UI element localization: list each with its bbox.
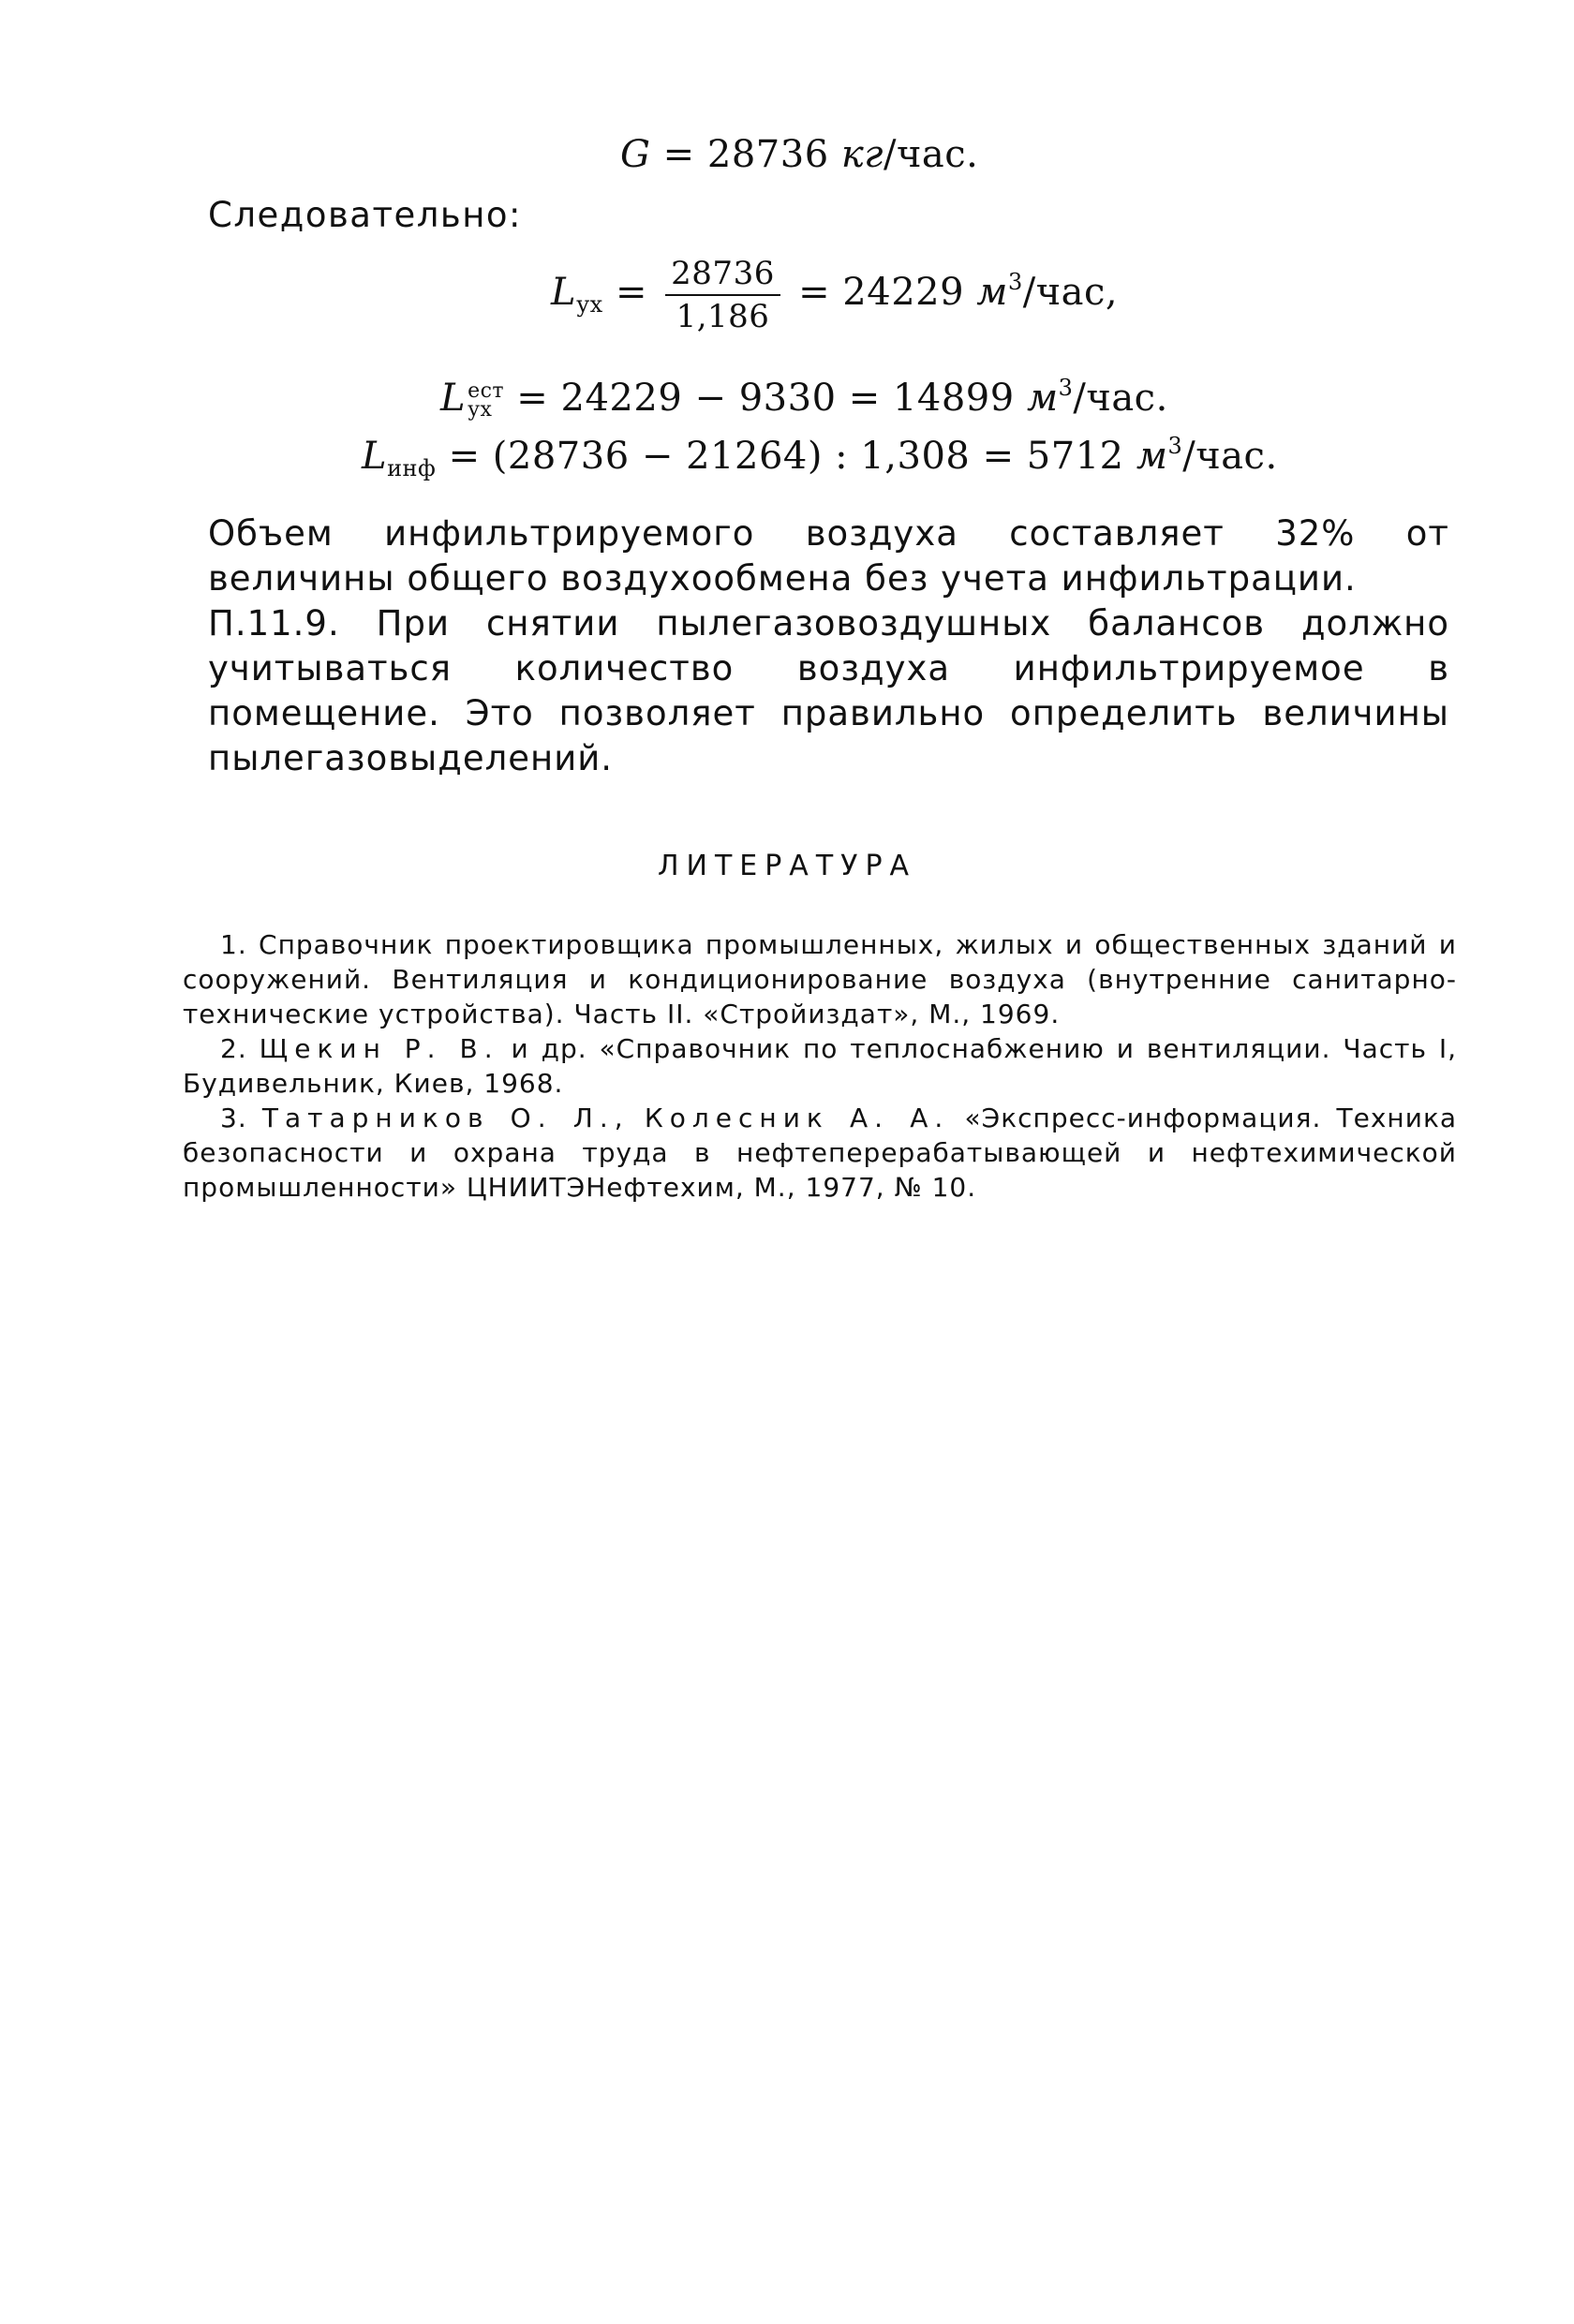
- reference-item-1: 1. Справочник проектировщика промышленных, жилых и общественных зданий и сооружений. Вентиляция и кондиционирование воздуха (внутренние санитарно-технические устройства). Часть II. «Стройиздат», М., 1969.: [183, 929, 1457, 1029]
- formula-l-est-superscript: ест: [468, 379, 505, 403]
- formula-l-yx-unit-exp: 3: [1007, 269, 1023, 295]
- consequently-label: Следовательно:: [208, 195, 523, 235]
- formula-l-yx-symbol: L: [551, 271, 577, 314]
- formula-l-inf-symbol: L: [362, 435, 388, 478]
- formula-l-inf-unit-tail: /час.: [1182, 435, 1278, 478]
- reference-item-2: [183, 1031, 1457, 1101]
- formula-l-yx-denominator: 1,186: [676, 298, 770, 335]
- formula-l-est-result: = 24229 − 9330 = 14899: [516, 377, 1015, 420]
- formula-l-inf-unit-exp: 3: [1167, 433, 1183, 459]
- formula-g-value: = 28736: [662, 133, 829, 176]
- reference-2-number: 2.: [220, 1033, 260, 1064]
- formula-l-est-unit-tail: /час.: [1073, 377, 1168, 420]
- formula-l-yx-unit-tail: /час,: [1022, 271, 1119, 314]
- formula-l-yx-numerator: 28736: [665, 255, 780, 296]
- reference-3-number: 3.: [220, 1103, 262, 1133]
- formula-l-est-symbol: L: [440, 377, 467, 420]
- formula-l-yx-unit: м: [976, 271, 1008, 314]
- formula-l-inf-unit: м: [1136, 435, 1168, 478]
- formula-l-est-unit: м: [1026, 377, 1059, 420]
- reference-item-3: [183, 1101, 1457, 1205]
- formula-l-est-unit-exp: 3: [1058, 375, 1074, 401]
- formula-l-est-indices: [468, 379, 505, 422]
- formula-l-yx: [551, 255, 1118, 335]
- formula-l-inf: [362, 433, 1278, 481]
- reference-3-author-2: Колесник А. А.: [644, 1103, 950, 1133]
- reference-3-title: «Экспресс-информация. Техника безопасности и охрана труда в нефтеперерабатывающей и нефтехимической промышленности» ЦНИИТЭНефтехим, М., 1977, № 10.: [183, 1103, 1458, 1203]
- formula-l-est-subscript: ух: [468, 398, 493, 422]
- reference-list: [183, 927, 1457, 1205]
- paragraph-infiltration-share: Объем инфильтрируемого воздуха составляет 32% от величины общего воздухообмена без учета инфильтрации.: [208, 513, 1449, 599]
- formula-g-unit-tail: /час.: [883, 133, 979, 176]
- formula-l-inf-subscript: инф: [387, 455, 437, 481]
- literature-heading: ЛИТЕРАТУРА: [657, 850, 917, 882]
- paragraph-clause-11-9: П.11.9. При снятии пылегазовоздушных балансов должно учитываться количество воздуха инфильтрируемое в помещение. Это позволяет правильно определить величины пылегазовыделений.: [208, 603, 1449, 778]
- formula-g-symbol: G: [620, 133, 651, 176]
- reference-3-author-1: Татарников О. Л.,: [261, 1103, 630, 1133]
- formula-l-yx-result: = 24229: [798, 271, 965, 314]
- formula-g-unit: кг: [840, 133, 884, 176]
- formula-g: [620, 133, 978, 176]
- formula-l-yx-equals: =: [615, 271, 647, 314]
- formula-l-est: [440, 375, 1168, 420]
- formula-l-yx-fraction: [665, 255, 780, 335]
- reference-2-title: и др. «Справочник по теплоснабжению и вентиляции. Часть I, Будивельник, Киев, 1968.: [183, 1033, 1458, 1099]
- reference-2-authors: Щекин Р. В.: [259, 1033, 499, 1064]
- formula-l-inf-result: = (28736 − 21264) : 1,308 = 5712: [448, 435, 1124, 478]
- formula-l-yx-subscript: ух: [576, 291, 603, 318]
- body-text-block: [208, 511, 1449, 781]
